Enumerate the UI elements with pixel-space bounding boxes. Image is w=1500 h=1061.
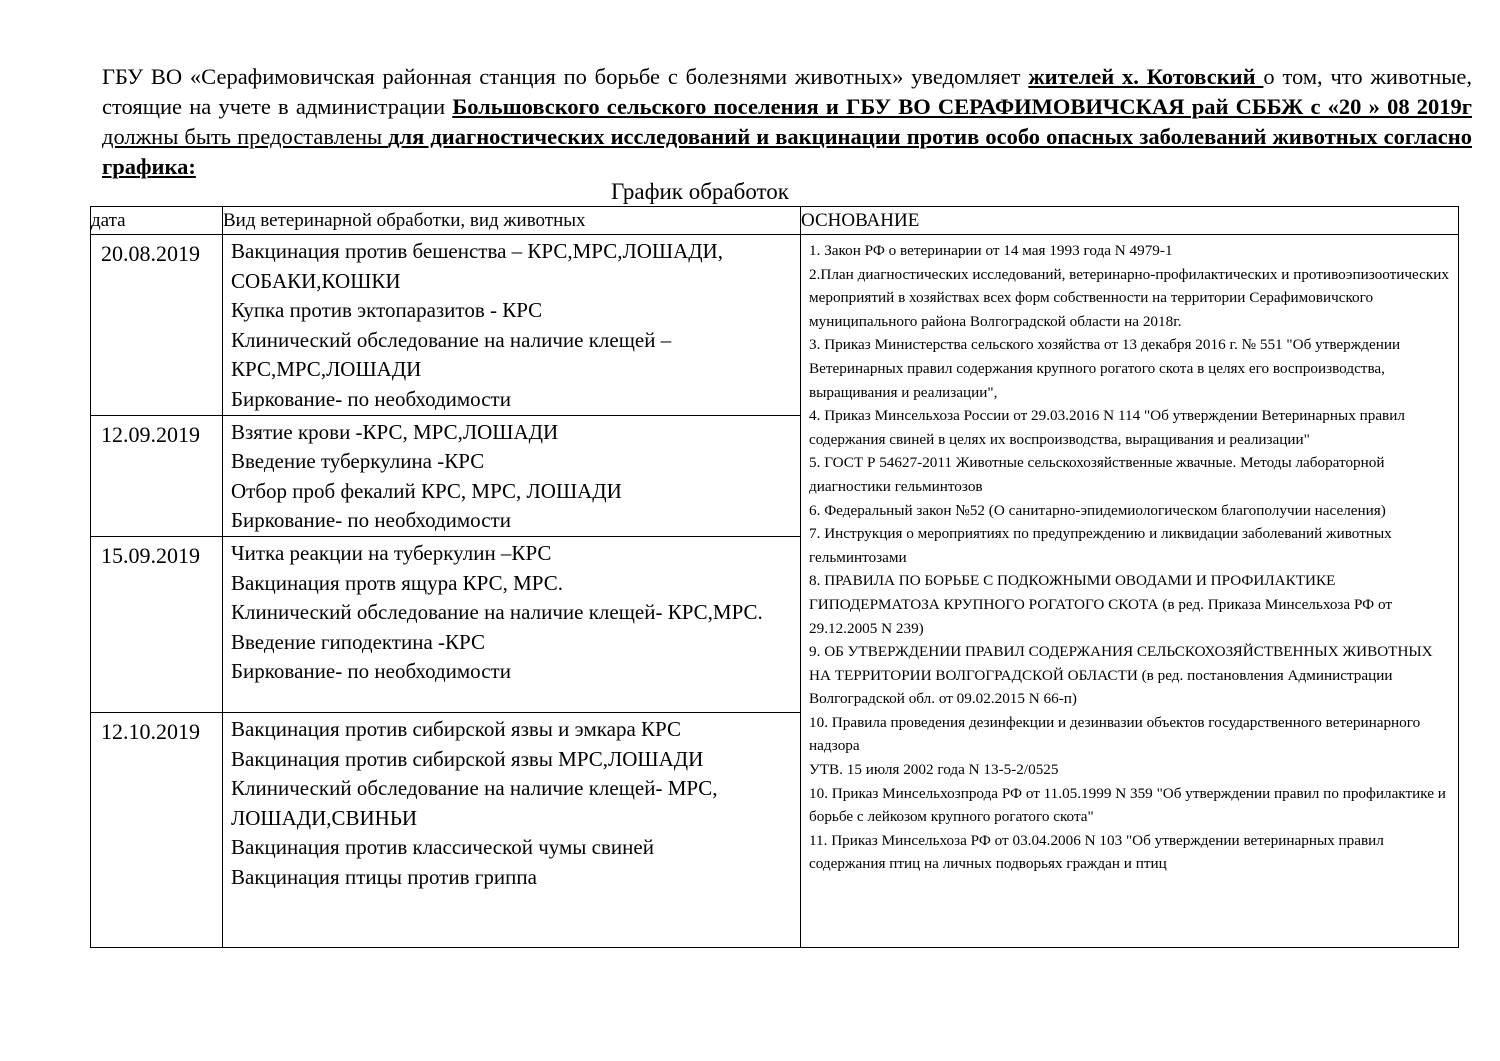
basis-item: 2.План диагностических исследований, ветеринарно-профилактических и противоэпизоотических мероприятий в хозяйствах всех форм собственности на территории Серафимовичского муниципального района Волгоградской области на 2018г.	[809, 265, 1449, 330]
row-date: 15.09.2019	[91, 536, 223, 712]
notice-purpose: для диагностических исследований и вакцинации против особо опасных заболеваний животных согласно графика:	[102, 124, 1472, 179]
treatment-item: Вакцинация против бешенства – КРС,МРС,ЛОШАДИ, СОБАКИ,КОШКИ	[231, 239, 723, 293]
treatment-item: Взятие крови -КРС, МРС,ЛОШАДИ	[231, 419, 559, 444]
treatment-item: Введение туберкулина -КРС	[231, 449, 485, 474]
treatment-item: Введение гиподектина -КРС	[231, 629, 485, 654]
treatment-item: Клинический обследование на наличие клещей- КРС,МРС.	[231, 600, 763, 625]
treatment-item: Клинический обследование на наличие клещей – КРС,МРС,ЛОШАДИ	[231, 327, 672, 382]
table-row	[91, 235, 1459, 416]
basis-item: 11. Приказ Минсельхоза РФ от 03.04.2006 N 103 "Об утверждении ветеринарных правил содержания птиц на личных подворьях граждан и птиц	[809, 831, 1384, 873]
schedule-title: График обработок	[611, 179, 789, 204]
basis-item: 10. Приказ Минсельхозпрода РФ от 11.05.1999 N 359 "Об утверждении правил по профилактике и борьбе с лейкозом крупного рогатого скота"	[809, 784, 1446, 826]
basis-item: 1. Закон РФ о ветеринарии от 14 мая 1993 года N 4979-1	[809, 242, 1173, 259]
basis-item: 9. ОБ УТВЕРЖДЕНИИ ПРАВИЛ СОДЕРЖАНИЯ СЕЛЬСКОХОЗЯЙСТВЕННЫХ ЖИВОТНЫХ НА ТЕРРИТОРИИ ВОЛГОГРАДСКОЙ ОБЛАСТИ (в ред. постановления Администрации Волгоградской обл. от 09.02.2015 N 66-п)	[809, 643, 1433, 708]
row-date: 12.09.2019	[91, 415, 223, 536]
row-treatments	[223, 712, 801, 947]
treatment-item: Клинический обследование на наличие клещей- МРС, ЛОШАДИ,СВИНЬИ	[231, 776, 718, 830]
row-treatments	[223, 415, 801, 536]
basis-item: 5. ГОСТ Р 54627-2011 Животные сельскохозяйственные жвачные. Методы лабораторной диагностики гельминтозов	[809, 454, 1385, 495]
basis-item: 6. Федеральный закон №52 (О санитарно-эпидемиологическом благополучии населения)	[809, 501, 1386, 519]
row-treatments	[223, 536, 801, 712]
basis-item: 8. ПРАВИЛА ПО БОРЬБЕ С ПОДКОЖНЫМИ ОВОДАМИ И ПРОФИЛАКТИКЕ ГИПОДЕРМАТОЗА КРУПНОГО РОГАТОГО СКОТА (в ред. Приказа Минсельхоза РФ от 29.12.2005 N 239)	[809, 572, 1392, 637]
treatment-item: Биркование- по необходимости	[231, 386, 511, 411]
notice-administration: Большовского сельского поселения и ГБУ ВО СЕРАФИМОВИЧСКАЯ рай СББЖ с «20 » 08 2019г	[452, 94, 1472, 119]
basis-item: 7. Инструкция о мероприятиях по предупреждению и ликвидации заболеваний животных гельминтозами	[809, 525, 1392, 566]
notice-text-2: о том, что животные, стоящие на учете в администрации	[102, 64, 1472, 119]
table-header-row	[91, 207, 1459, 235]
treatment-item: Вакцинация против классической чумы свиней	[231, 835, 654, 860]
schedule-table	[90, 206, 1459, 948]
treatment-item: Биркование- по необходимости	[231, 659, 511, 684]
treatment-item: Вакцинация против сибирской язвы МРС,ЛОШАДИ	[231, 746, 704, 771]
row-date: 20.08.2019	[91, 235, 223, 416]
header-date: дата	[91, 207, 223, 235]
treatment-item: Вакцинация протв ящура КРС, МРС.	[231, 570, 563, 595]
row-date: 12.10.2019	[91, 712, 223, 947]
notice-residents: жителей х. Котовский	[1028, 64, 1264, 89]
notice-text-3: должны быть предоставлены	[102, 124, 389, 149]
basis-item: 4. Приказ Минсельхоза России от 29.03.2016 N 114 "Об утверждении Ветеринарных правил содержания свиней в целях их воспроизводства, выращивания и реализации"	[809, 407, 1405, 448]
treatment-item: Вакцинация птицы против гриппа	[231, 864, 537, 889]
treatment-item: Биркование- по необходимости	[231, 508, 511, 533]
treatment-item: Читка реакции на туберкулин –КРС	[231, 540, 552, 565]
treatment-item: Вакцинация против сибирской язвы и эмкара КРС	[231, 716, 681, 741]
treatment-item: Купка против эктопаразитов - КРС	[231, 298, 543, 323]
notice-text-1: ГБУ ВО «Серафимовичская районная станция по борьбе с болезнями животных» уведомляет	[102, 64, 1029, 89]
row-treatments	[223, 235, 801, 416]
basis-item: 10. Правила проведения дезинфекции и дезинвазии объектов государственного ветеринарного надзора	[809, 713, 1421, 755]
header-treatment-type: Вид ветеринарной обработки, вид животных	[223, 207, 801, 235]
header-basis: ОСНОВАНИЕ	[801, 207, 1459, 235]
basis-item: УТВ. 15 июля 2002 года N 13-5-2/0525	[809, 761, 1059, 779]
notice-paragraph	[102, 62, 1472, 182]
basis-item: 3. Приказ Министерства сельского хозяйства от 13 декабря 2016 г. № 551 "Об утверждении Ветеринарных правил содержания крупного рогатого скота в целях его воспроизводства, выращивания и реализации",	[809, 336, 1401, 401]
basis-cell	[801, 235, 1459, 948]
treatment-item: Отбор проб фекалий КРС, МРС, ЛОШАДИ	[231, 478, 622, 503]
